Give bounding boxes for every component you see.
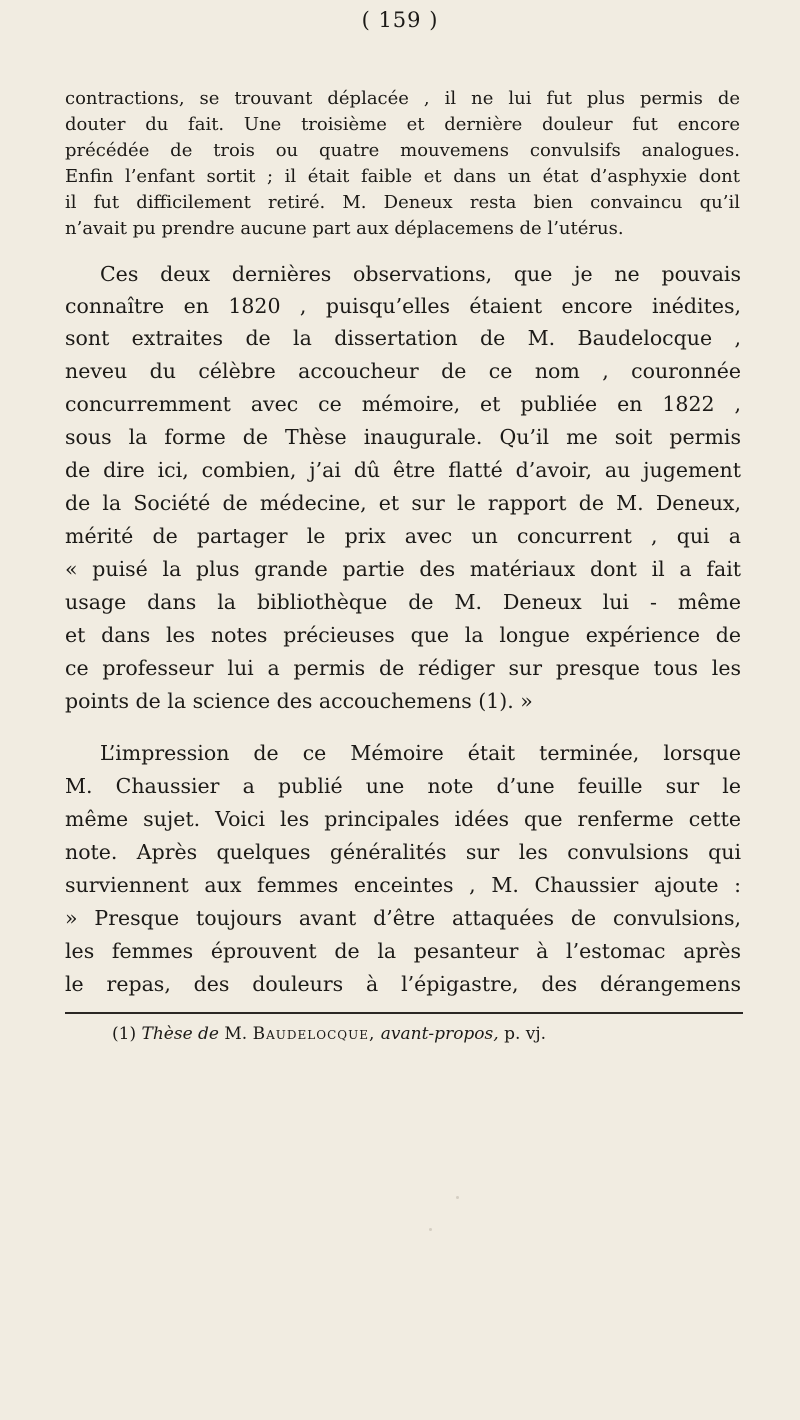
text-line: et dans les notes précieuses que la longue expérience de <box>65 623 741 647</box>
text-line: L’impression de ce Mémoire était terminée, lorsque <box>100 741 741 765</box>
footnote-rule <box>65 1012 743 1014</box>
text-line: de la Société de médecine, et sur le rapport de M. Deneux, <box>65 491 741 515</box>
text-line: connaître en 1820 , puisqu’elles étaient encore inédites, <box>65 294 741 318</box>
text-line: note. Après quelques généralités sur les convulsions qui <box>65 840 741 864</box>
text-line: contractions, se trouvant déplacée , il ne lui fut plus permis de <box>65 88 740 109</box>
footnote-title: Thèse de <box>141 1024 219 1044</box>
text-line: les femmes éprouvent de la pesanteur à l’estomac après <box>65 939 741 963</box>
text-line: usage dans la bibliothèque de M. Deneux lui - même <box>65 590 741 614</box>
footnote <box>112 1024 546 1044</box>
page-number-header: ( 159 ) <box>361 8 439 32</box>
text-line: sont extraites de la dissertation de M. Baudelocque , <box>65 326 741 350</box>
text-line: n’avait pu prendre aucune part aux déplacemens de l’utérus. <box>65 218 624 239</box>
text-line: points de la science des accouchemens (1). » <box>65 689 533 713</box>
text-line: neveu du célèbre accoucheur de ce nom , couronnée <box>65 359 741 383</box>
text-line: il fut difficilement retiré. M. Deneux resta bien convaincu qu’il <box>65 192 740 213</box>
text-line: concurremment avec ce mémoire, et publiée en 1822 , <box>65 392 741 416</box>
footnote-marker: (1) <box>112 1024 137 1044</box>
text-line: surviennent aux femmes enceintes , M. Chaussier ajoute : <box>65 873 741 897</box>
paper-speck <box>456 1196 459 1199</box>
text-line: « puisé la plus grande partie des matériaux dont il a fait <box>65 557 741 581</box>
text-line: mérité de partager le prix avec un concurrent , qui a <box>65 524 741 548</box>
footnote-author: Baudelocque, <box>252 1024 376 1044</box>
paper-speck <box>429 1228 432 1231</box>
text-line: sous la forme de Thèse inaugurale. Qu’il me soit permis <box>65 425 741 449</box>
text-line: M. Chaussier a publié une note d’une feuille sur le <box>65 774 741 798</box>
text-line: Enfin l’enfant sortit ; il était faible et dans un état d’asphyxie dont <box>65 166 740 187</box>
text-line: même sujet. Voici les principales idées que renferme cette <box>65 807 741 831</box>
footnote-author-prefix: M. <box>224 1024 248 1044</box>
text-line: douter du fait. Une troisième et dernière douleur fut encore <box>65 114 740 135</box>
text-line: de dire ici, combien, j’ai dû être flatté d’avoir, au jugement <box>65 458 741 482</box>
text-line: Ces deux dernières observations, que je ne pouvais <box>100 262 741 286</box>
text-line: le repas, des douleurs à l’épigastre, des dérangemens <box>65 972 741 996</box>
text-line: ce professeur lui a permis de rédiger sur presque tous les <box>65 656 741 680</box>
footnote-page-ref: p. vj. <box>504 1024 547 1044</box>
text-line: » Presque toujours avant d’être attaquées de convulsions, <box>65 906 741 930</box>
footnote-section: avant-propos, <box>380 1024 499 1044</box>
text-line: précédée de trois ou quatre mouvemens convulsifs analogues. <box>65 140 740 161</box>
